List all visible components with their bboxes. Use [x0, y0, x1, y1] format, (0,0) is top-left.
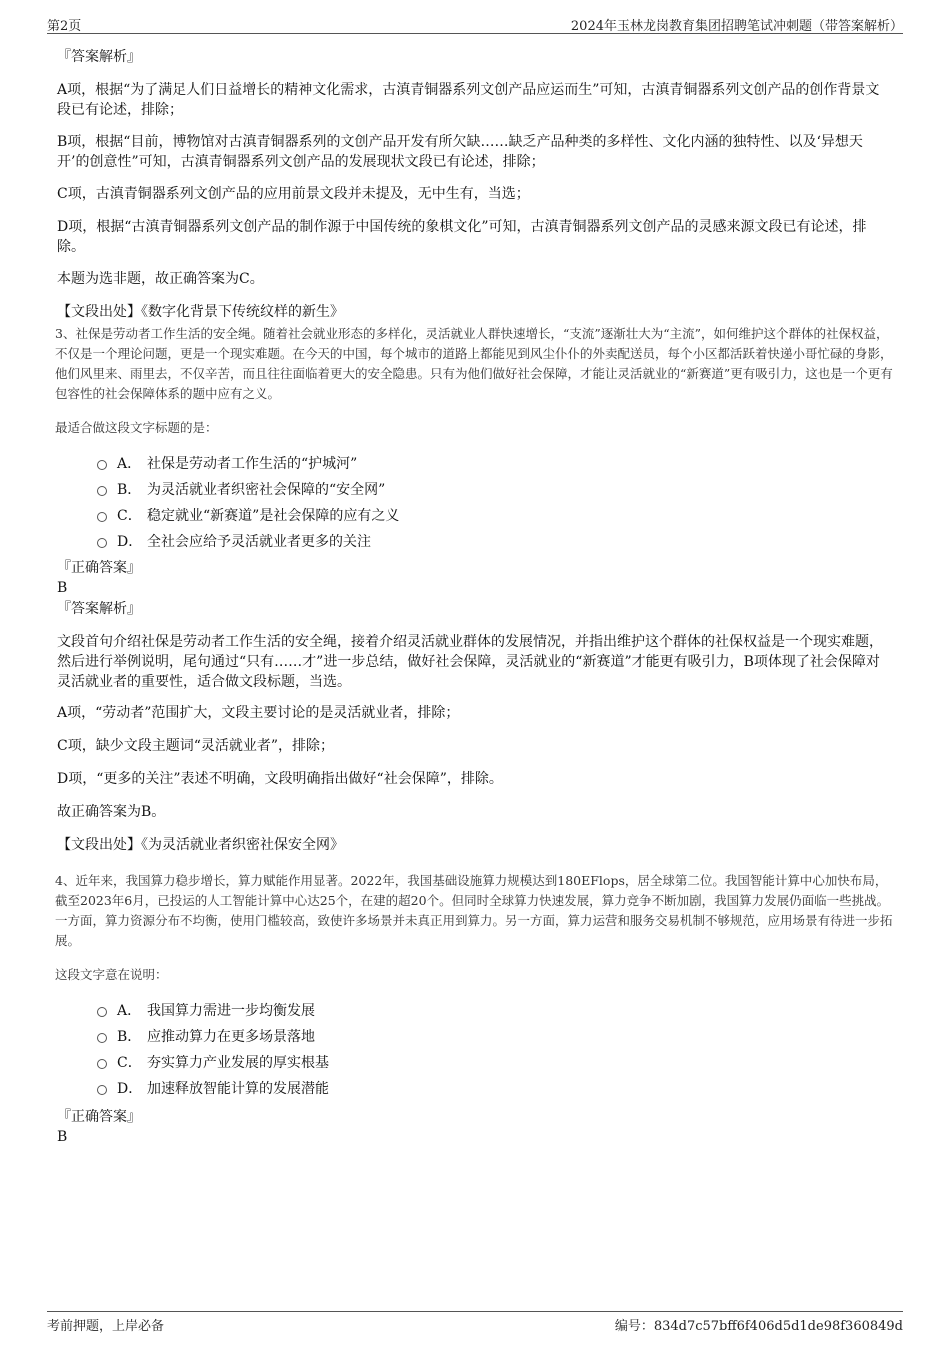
- q3-analysis-d: D项，“更多的关注”表述不明确，文段明确指出做好“社会保障”，排除。: [57, 771, 503, 787]
- q3-option-c[interactable]: C． 稳定就业“新赛道”是社会保障的应有之义: [97, 506, 399, 526]
- q4-option-c[interactable]: C． 夯实算力产业发展的厚实根基: [97, 1053, 329, 1073]
- document-title: 2024年玉林龙岗教育集团招聘笔试冲刺题（带答案解析）: [570, 19, 903, 34]
- q4-answer-heading: 『正确答案』: [57, 1109, 141, 1125]
- q3-analysis-main: 文段首句介绍社保是劳动者工作生活的安全绳，接着介绍灵活就业群体的发展情况，并指出维护这个群体的社保权益是一个现实难题，然后进行举例说明，尾句通过“只有……才”进一步总结，做好社会保障，灵活就业的“新赛道”才能更有吸引力，B项体现了社会保障对灵活就业者的重要性，适合做文段标题，当选。: [57, 634, 883, 690]
- q4-option-d[interactable]: D． 加速释放智能计算的发展潜能: [97, 1079, 329, 1099]
- q4-option-a[interactable]: A． 我国算力需进一步均衡发展: [97, 1001, 315, 1021]
- q3-prompt: 最适合做这段文字标题的是：: [55, 420, 218, 435]
- q2-analysis-b: B项，根据“目前，博物馆对古滇青铜器系列的文创产品开发有所欠缺……缺乏产品种类的多样性、文化内涵的独特性、以及‘异想天开’的创意性”可知，古滇青铜器系列文创产品的发展现状文段已有论述，排除；: [57, 134, 863, 170]
- q2-analysis-a: A项，根据“为了满足人们日益增长的精神文化需求，古滇青铜器系列文创产品应运而生”可知，古滇青铜器系列文创产品的创作背景文段已有论述，排除；: [57, 82, 880, 118]
- q2-analysis-d: D项，根据“古滇青铜器系列文创产品的制作源于中国传统的象棋文化”可知，古滇青铜器系列文创产品的灵感来源文段已有论述，排除。: [57, 219, 867, 255]
- radio-icon[interactable]: [97, 460, 107, 470]
- q3-analysis-c: C项，缺少文段主题词“灵活就业者”，排除；: [57, 738, 335, 754]
- document-id: 编号：834d7c57bff6f406d5d1de98f360849d: [614, 1319, 903, 1334]
- q2-conclusion: 本题为选非题，故正确答案为C。: [57, 271, 264, 287]
- q2-source: 【文段出处】《数字化背景下传统纹样的新生》: [57, 304, 344, 320]
- radio-icon[interactable]: [97, 1085, 107, 1095]
- q3-analysis-heading: 『答案解析』: [57, 601, 141, 617]
- q3-option-a[interactable]: A． 社保是劳动者工作生活的“护城河”: [97, 454, 357, 474]
- radio-icon[interactable]: [97, 1059, 107, 1069]
- q2-analysis-heading: 『答案解析』: [57, 49, 141, 65]
- q3-answer-heading: 『正确答案』: [57, 560, 141, 576]
- q3-answer: B: [57, 580, 68, 596]
- radio-icon[interactable]: [97, 1033, 107, 1043]
- footer-slogan: 考前押题，上岸必备: [47, 1319, 165, 1334]
- q3-analysis-a: A项，“劳动者”范围扩大，文段主要讨论的是灵活就业者，排除；: [57, 705, 460, 721]
- radio-icon[interactable]: [97, 538, 107, 548]
- page-number: 第2页: [47, 19, 82, 34]
- q3-conclusion: 故正确答案为B。: [57, 804, 166, 820]
- radio-icon[interactable]: [97, 1007, 107, 1017]
- q3-option-b[interactable]: B． 为灵活就业者织密社会保障的“安全网”: [97, 480, 385, 500]
- q3-text: 3、社保是劳动者工作生活的安全绳。随着社会就业形态的多样化，灵活就业人群快速增长，“支流”逐渐壮大为“主流”，如何维护这个群体的社保权益，不仅是一个理论问题，更是一个现实难题。在今天的中国，每个城市的道路上都能见到风尘仆仆的外卖配送员，每个小区都活跃着快递小哥忙碌的身影，他们风里来、雨里去，不仅辛苦，而且往往面临着更大的安全隐患。只有为他们做好社会保障，才能让灵活就业的“新赛道”更有吸引力，这也是一个更有包容性的社会保障体系的题中应有之义。: [55, 326, 893, 401]
- radio-icon[interactable]: [97, 486, 107, 496]
- q4-answer: B: [57, 1129, 68, 1145]
- q4-text: 4、近年来，我国算力稳步增长，算力赋能作用显著。2022年，我国基础设施算力规模达到180EFlops，居全球第二位。我国智能计算中心加快布局，截至2023年6月，已投运的人工智能计算中心达25个，在建的超20个。但同时全球算力快速发展，算力竞争不断加剧，我国算力发展仍面临一些挑战。一方面，算力资源分布不均衡，使用门槛较高，致使许多场景并未真正用到算力。另一方面，算力运营和服务交易机制不够规范，应用场景有待进一步拓展。: [55, 873, 893, 948]
- page-footer: [47, 1311, 903, 1336]
- q3-option-d[interactable]: D． 全社会应给予灵活就业者更多的关注: [97, 532, 371, 552]
- q2-analysis-c: C项，古滇青铜器系列文创产品的应用前景文段并未提及，无中生有，当选；: [57, 186, 530, 202]
- q4-option-b[interactable]: B． 应推动算力在更多场景落地: [97, 1027, 315, 1047]
- page-header: [47, 14, 903, 34]
- q4-prompt: 这段文字意在说明：: [55, 967, 168, 982]
- q3-source: 【文段出处】《为灵活就业者织密社保安全网》: [57, 837, 344, 853]
- radio-icon[interactable]: [97, 512, 107, 522]
